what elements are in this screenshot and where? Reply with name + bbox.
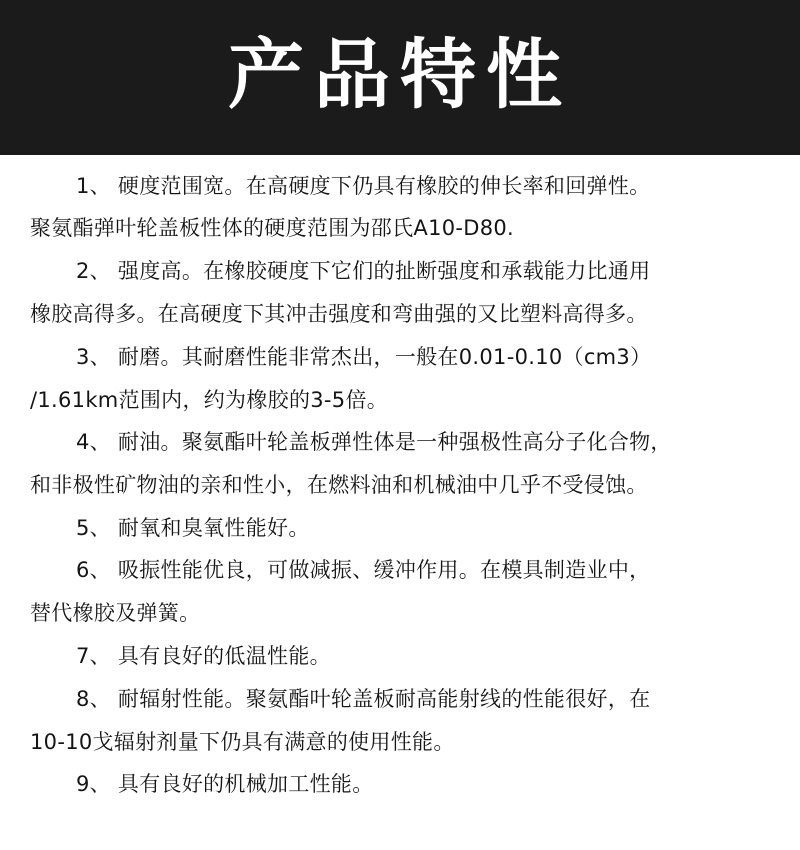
title-banner [0,0,800,155]
page-title: 产品特性 [228,29,572,119]
feature-line-7: 7、 具有良好的低温性能。 [76,644,331,668]
feature-line-2-cont: 橡胶高得多。在高硬度下其冲击强度和弯曲强的又比塑料高得多。 [30,302,648,326]
feature-line-8-cont: 10-10戈辐射剂量下仍具有满意的使用性能。 [30,730,455,754]
feature-line-5: 5、 耐氧和臭氧性能好。 [76,516,310,540]
feature-line-4-cont: 和非极性矿物油的亲和性小，在燃料油和机械油中几乎不受侵蚀。 [30,473,648,497]
feature-line-8: 8、 耐辐射性能。聚氨酯叶轮盖板耐高能射线的性能很好，在 [76,687,651,711]
feature-line-6: 6、 吸振性能优良，可做减振、缓冲作用。在模具制造业中， [76,558,651,582]
feature-line-2: 2、 强度高。在橡胶硬度下它们的扯断强度和承载能力比通用 [76,259,651,283]
feature-line-4: 4、 耐油。聚氨酯叶轮盖板弹性体是一种强极性高分子化合物， [76,430,672,454]
feature-line-1: 1、 硬度范围宽。在高硬度下仍具有橡胶的伸长率和回弹性。 [76,174,651,198]
feature-line-3-cont: /1.61km范围内，约为橡胶的3-5倍。 [30,388,389,412]
feature-line-6-cont: 替代橡胶及弹簧。 [30,601,201,625]
feature-line-9: 9、 具有良好的机械加工性能。 [76,772,374,796]
feature-line-1-cont: 聚氨酯弹叶轮盖板性体的硬度范围为邵氏A10-D80. [30,216,515,240]
feature-line-3: 3、 耐磨。其耐磨性能非常杰出，一般在0.01-0.10（cm3） [76,345,652,369]
